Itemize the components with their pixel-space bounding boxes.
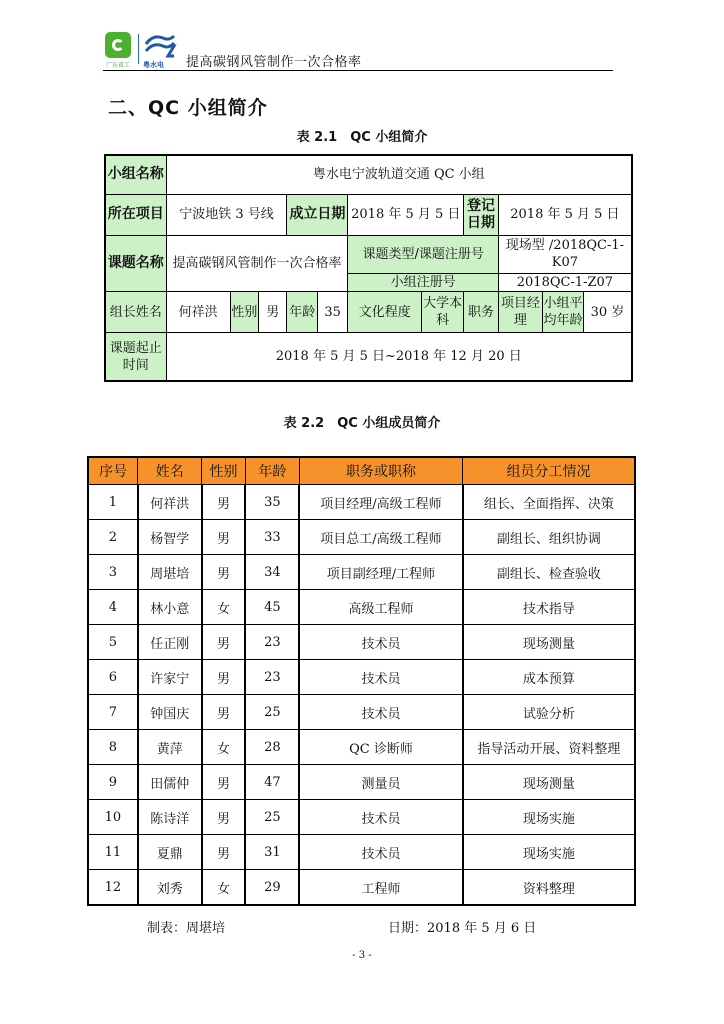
yueshuidian-logo-text: 粤水电 xyxy=(143,61,164,69)
column-header: 性别 xyxy=(202,457,246,485)
column-header: 姓名 xyxy=(138,457,202,485)
member-title: 技术员 xyxy=(299,625,462,660)
member-index: 6 xyxy=(88,660,138,695)
project-value: 宁波地铁 3 号线 xyxy=(166,194,287,235)
member-gender: 男 xyxy=(202,695,246,730)
group-reg-label: 小组注册号 xyxy=(348,273,498,291)
position-value: 项目经理 xyxy=(498,292,542,333)
member-duty: 试验分析 xyxy=(463,695,635,730)
table-row xyxy=(88,695,635,730)
registered-label: 登记日期 xyxy=(464,194,499,235)
member-age: 29 xyxy=(245,870,299,906)
table-row xyxy=(88,520,635,555)
member-age: 34 xyxy=(245,555,299,590)
member-index: 4 xyxy=(88,590,138,625)
member-title: 工程师 xyxy=(299,870,462,906)
page-number: - 3 - xyxy=(352,950,372,961)
member-index: 8 xyxy=(88,730,138,765)
table-row xyxy=(88,730,635,765)
page-header xyxy=(103,30,613,72)
member-gender: 男 xyxy=(202,765,246,800)
table-maker: 制表：周堪培 xyxy=(147,921,226,936)
table-row xyxy=(88,835,635,870)
founded-label: 成立日期 xyxy=(287,194,348,235)
project-label: 所在项目 xyxy=(105,194,166,235)
founded-value: 2018 年 5 月 5 日 xyxy=(348,194,464,235)
group-reg-value: 2018QC-1-Z07 xyxy=(498,273,632,291)
members-header-row xyxy=(88,457,635,485)
age-label: 年龄 xyxy=(287,292,318,333)
members-body xyxy=(88,485,635,906)
avg-age-value: 30 岁 xyxy=(584,292,632,333)
table1-caption: 表 2.1 QC 小组简介 xyxy=(296,130,428,145)
period-value: 2018 年 5 月 5 日~2018 年 12 月 20 日 xyxy=(166,333,632,381)
member-title: 技术员 xyxy=(299,695,462,730)
member-title: QC 诊断师 xyxy=(299,730,462,765)
member-duty: 技术指导 xyxy=(463,590,635,625)
member-age: 35 xyxy=(245,485,299,520)
table-row xyxy=(88,625,635,660)
member-index: 7 xyxy=(88,695,138,730)
topic-value: 提高碳钢风管制作一次合格率 xyxy=(166,235,348,291)
gender-label: 性别 xyxy=(230,292,258,333)
avg-age-label: 小组平均年龄 xyxy=(543,292,584,333)
member-duty: 现场实施 xyxy=(463,835,635,870)
member-name: 陈诗洋 xyxy=(138,800,202,835)
member-index: 1 xyxy=(88,485,138,520)
member-index: 10 xyxy=(88,800,138,835)
column-header: 年龄 xyxy=(245,457,299,485)
topic-label: 课题名称 xyxy=(105,235,166,291)
logo-divider xyxy=(138,34,139,64)
member-gender: 男 xyxy=(202,520,246,555)
member-title: 技术员 xyxy=(299,800,462,835)
member-index: 9 xyxy=(88,765,138,800)
header-rule xyxy=(103,70,613,71)
member-title: 项目经理/高级工程师 xyxy=(299,485,462,520)
member-name: 何祥洪 xyxy=(138,485,202,520)
leader-label: 组长姓名 xyxy=(105,292,166,333)
period-label: 课题起止时间 xyxy=(105,333,166,381)
topic-type-value: 现场型 /2018QC-1-K07 xyxy=(498,235,632,273)
member-age: 33 xyxy=(245,520,299,555)
member-gender: 女 xyxy=(202,730,246,765)
table-row xyxy=(88,555,635,590)
member-duty: 资料整理 xyxy=(463,870,635,906)
position-label: 职务 xyxy=(464,292,499,333)
table-date: 日期：2018 年 5 月 6 日 xyxy=(388,921,537,936)
edu-label: 文化程度 xyxy=(348,292,422,333)
member-gender: 男 xyxy=(202,835,246,870)
table-row xyxy=(88,765,635,800)
member-name: 钟国庆 xyxy=(138,695,202,730)
member-duty: 指导活动开展、资料整理 xyxy=(463,730,635,765)
member-age: 31 xyxy=(245,835,299,870)
member-age: 23 xyxy=(245,660,299,695)
age-value: 35 xyxy=(317,292,348,333)
member-title: 技术员 xyxy=(299,660,462,695)
table-row xyxy=(88,660,635,695)
member-name: 杨智学 xyxy=(138,520,202,555)
member-age: 47 xyxy=(245,765,299,800)
member-index: 12 xyxy=(88,870,138,906)
member-name: 周堪培 xyxy=(138,555,202,590)
group-name-label: 小组名称 xyxy=(105,155,166,194)
table-row xyxy=(88,590,635,625)
table-row xyxy=(88,485,635,520)
member-duty: 成本预算 xyxy=(463,660,635,695)
member-age: 25 xyxy=(245,800,299,835)
member-name: 夏鼎 xyxy=(138,835,202,870)
member-name: 刘秀 xyxy=(138,870,202,906)
leader-value: 何祥洪 xyxy=(166,292,230,333)
member-age: 28 xyxy=(245,730,299,765)
member-gender: 女 xyxy=(202,870,246,906)
gender-value: 男 xyxy=(259,292,287,333)
qc-group-info-table xyxy=(104,154,633,382)
member-name: 黄萍 xyxy=(138,730,202,765)
member-gender: 男 xyxy=(202,625,246,660)
edu-value: 大学本科 xyxy=(422,292,464,333)
member-title: 高级工程师 xyxy=(299,590,462,625)
registered-value: 2018 年 5 月 5 日 xyxy=(498,194,632,235)
header-title: 提高碳钢风管制作一次合格率 xyxy=(186,55,362,70)
member-title: 测量员 xyxy=(299,765,462,800)
member-name: 任正刚 xyxy=(138,625,202,660)
section-title: 二、QC 小组简介 xyxy=(108,97,268,119)
qc-members-table xyxy=(87,456,636,906)
member-name: 田儒仲 xyxy=(138,765,202,800)
green-logo-icon xyxy=(105,32,131,58)
member-age: 45 xyxy=(245,590,299,625)
member-gender: 男 xyxy=(202,800,246,835)
member-age: 23 xyxy=(245,625,299,660)
member-title: 项目总工/高级工程师 xyxy=(299,520,462,555)
member-name: 林小意 xyxy=(138,590,202,625)
yueshuidian-logo xyxy=(143,32,177,70)
group-name-value: 粤水电宁波轨道交通 QC 小组 xyxy=(166,155,632,194)
company-logo xyxy=(103,32,133,70)
member-duty: 现场测量 xyxy=(463,625,635,660)
member-index: 2 xyxy=(88,520,138,555)
table-row xyxy=(88,870,635,906)
member-gender: 男 xyxy=(202,555,246,590)
member-age: 25 xyxy=(245,695,299,730)
table2-caption: 表 2.2 QC 小组成员简介 xyxy=(283,416,441,431)
member-duty: 副组长、检查验收 xyxy=(463,555,635,590)
column-header: 职务或职称 xyxy=(299,457,462,485)
member-gender: 女 xyxy=(202,590,246,625)
member-duty: 副组长、组织协调 xyxy=(463,520,635,555)
member-index: 3 xyxy=(88,555,138,590)
column-header: 序号 xyxy=(88,457,138,485)
wave-logo-icon xyxy=(143,32,177,60)
member-name: 许家宁 xyxy=(138,660,202,695)
company-logo-text: 广东省工 xyxy=(105,62,130,69)
column-header: 组员分工情况 xyxy=(463,457,635,485)
member-duty: 现场实施 xyxy=(463,800,635,835)
member-duty: 组长、全面指挥、决策 xyxy=(463,485,635,520)
member-gender: 男 xyxy=(202,660,246,695)
member-title: 项目副经理/工程师 xyxy=(299,555,462,590)
member-title: 技术员 xyxy=(299,835,462,870)
topic-type-label: 课题类型/课题注册号 xyxy=(348,235,498,273)
member-gender: 男 xyxy=(202,485,246,520)
table-row xyxy=(88,800,635,835)
member-index: 5 xyxy=(88,625,138,660)
member-index: 11 xyxy=(88,835,138,870)
member-duty: 现场测量 xyxy=(463,765,635,800)
